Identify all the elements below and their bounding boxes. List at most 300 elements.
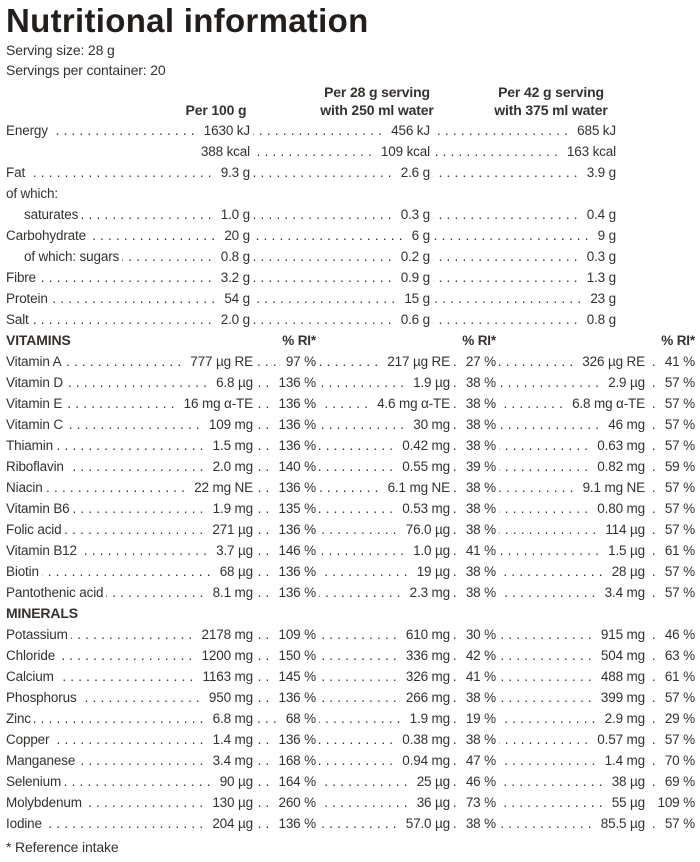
- nutrient-label: Copper: [6, 732, 50, 747]
- value-cell: 9.1 mg NE: [582, 480, 645, 495]
- dot-leader: [319, 729, 397, 750]
- nutrient-label: Potassium: [6, 627, 68, 642]
- value-cell: 3.4 mg: [212, 753, 253, 768]
- value-cell: 59 %: [664, 459, 695, 474]
- dot-leader: [499, 708, 600, 729]
- value-cell: 336 mg: [405, 648, 450, 663]
- table-cell: [430, 225, 616, 246]
- dot-leader: [66, 414, 204, 435]
- column-header-per-42g-serving: [438, 83, 664, 119]
- nutrient-label: of which:: [6, 186, 58, 201]
- value-cell: 135 %: [278, 501, 316, 516]
- dot-leader: [57, 666, 198, 687]
- table-cell: [6, 624, 253, 645]
- table-cell: [316, 729, 450, 750]
- value-cell: 136 %: [278, 564, 316, 579]
- value-cell: 41 %: [465, 543, 496, 558]
- value-cell: 326 µg RE: [582, 354, 645, 369]
- table-row: [6, 288, 700, 309]
- dot-leader: [319, 414, 408, 435]
- table-row: [6, 645, 700, 666]
- value-cell: 69 %: [664, 774, 695, 789]
- dot-leader: [453, 750, 461, 771]
- dot-leader: [256, 792, 273, 813]
- value-cell: 38 %: [465, 690, 496, 705]
- value-cell: 136 %: [278, 417, 316, 432]
- value-cell: 28 µg: [611, 564, 645, 579]
- table-cell: [430, 246, 616, 267]
- dot-leader: [46, 477, 190, 498]
- dot-leader: [66, 372, 211, 393]
- table-cell: [253, 477, 316, 498]
- dot-leader: [453, 771, 461, 792]
- table-cell: [645, 645, 695, 666]
- value-cell: 9 g: [597, 228, 616, 243]
- value-cell: 38 %: [465, 375, 496, 390]
- value-cell: 20 g: [224, 228, 250, 243]
- table-cell: [450, 456, 496, 477]
- value-cell: 23 g: [590, 291, 616, 306]
- dot-leader: [499, 498, 592, 519]
- nutrient-label: Vitamin D: [6, 375, 63, 390]
- table-cell: [316, 414, 450, 435]
- table-cell: [450, 540, 496, 561]
- table-row: [6, 792, 700, 813]
- value-cell: 57 %: [664, 732, 695, 747]
- table-cell: [496, 645, 645, 666]
- dot-leader: [499, 729, 592, 750]
- table-row: [6, 540, 700, 561]
- value-cell: 57.0 µg: [405, 816, 450, 831]
- column-header-line: with 375 ml water: [494, 102, 608, 118]
- table-cell: [496, 498, 645, 519]
- value-cell: 1.4 mg: [212, 732, 253, 747]
- table-row: [6, 729, 700, 750]
- table-cell: [253, 708, 316, 729]
- value-cell: 38 %: [465, 816, 496, 831]
- value-cell: 3.4 mg: [604, 585, 645, 600]
- dot-leader: [648, 435, 660, 456]
- value-cell: 2.0 g: [220, 312, 250, 327]
- nutrient-label: Selenium: [6, 774, 62, 789]
- value-cell: 0.38 mg: [402, 732, 450, 747]
- dot-leader: [499, 792, 607, 813]
- value-cell: 163 kcal: [566, 144, 616, 159]
- value-cell: 0.3 g: [586, 249, 616, 264]
- table-cell: [6, 582, 253, 603]
- dot-leader: [433, 288, 585, 309]
- value-cell: 1.9 mg: [409, 711, 450, 726]
- dot-leader: [51, 120, 199, 141]
- table-row: [6, 603, 700, 624]
- value-cell: 271 µg: [212, 522, 253, 537]
- value-cell: 22 mg NE: [194, 480, 253, 495]
- table-cell: [253, 372, 316, 393]
- section-title: MINERALS: [6, 605, 78, 621]
- table-cell: [6, 813, 253, 834]
- value-cell: 46 %: [465, 774, 496, 789]
- table-cell: [450, 435, 496, 456]
- table-cell: [316, 540, 450, 561]
- dot-leader: [319, 540, 408, 561]
- dot-leader: [648, 645, 660, 666]
- table-row: [6, 456, 700, 477]
- section-title: VITAMINS: [6, 332, 71, 348]
- table-cell: [450, 813, 496, 834]
- value-cell: 136 %: [278, 480, 316, 495]
- dot-leader: [499, 561, 607, 582]
- table-cell: [250, 141, 430, 162]
- table-row: [6, 561, 700, 582]
- table-cell: [496, 519, 645, 540]
- nutrient-label: Vitamin E: [6, 396, 63, 411]
- dot-leader: [67, 456, 208, 477]
- table-row: [6, 204, 700, 225]
- value-cell: 57 %: [664, 396, 695, 411]
- value-cell: 41 %: [664, 354, 695, 369]
- table-cell: [316, 498, 450, 519]
- nutrient-label: Carbohydrate: [6, 228, 86, 243]
- table-cell: [645, 708, 695, 729]
- value-cell: 136 %: [278, 816, 316, 831]
- dot-leader: [433, 309, 582, 330]
- table-cell: [6, 204, 250, 225]
- value-cell: 57 %: [664, 522, 695, 537]
- table-cell: [316, 456, 450, 477]
- value-cell: 2.6 g: [400, 165, 430, 180]
- table-cell: [250, 267, 430, 288]
- table-cell: [316, 792, 450, 813]
- dot-leader: [499, 582, 600, 603]
- table-cell: [645, 372, 695, 393]
- value-cell: 1.9 µg: [413, 375, 450, 390]
- dot-leader: [80, 540, 211, 561]
- dot-leader: [499, 393, 567, 414]
- nutrient-label: Vitamin B6: [6, 501, 70, 516]
- value-cell: 6.8 mg α-TE: [572, 396, 645, 411]
- table-cell: [496, 372, 645, 393]
- table-cell: [645, 477, 695, 498]
- value-cell: 0.3 g: [400, 207, 430, 222]
- dot-leader: [453, 372, 461, 393]
- table-cell: [450, 582, 496, 603]
- dot-leader: [648, 351, 660, 372]
- value-cell: 0.82 mg: [597, 459, 645, 474]
- dot-leader: [433, 246, 582, 267]
- value-cell: 2.3 mg: [409, 585, 450, 600]
- dot-leader: [45, 813, 207, 834]
- table-cell: [253, 456, 316, 477]
- dot-leader: [648, 519, 660, 540]
- nutrient-label: saturates: [24, 207, 79, 222]
- value-cell: 73 %: [465, 795, 496, 810]
- table-cell: [316, 687, 450, 708]
- value-cell: 6.8 mg: [212, 711, 253, 726]
- dot-leader: [253, 267, 396, 288]
- table-cell: [645, 561, 695, 582]
- dot-leader: [453, 393, 461, 414]
- table-cell: [6, 666, 253, 687]
- value-cell: 1.4 mg: [604, 753, 645, 768]
- table-cell: [6, 729, 253, 750]
- table-cell: [316, 372, 450, 393]
- value-cell: 97 %: [285, 354, 316, 369]
- table-cell: [6, 540, 253, 561]
- dot-leader: [89, 225, 219, 246]
- dot-leader: [453, 792, 461, 813]
- value-cell: 3.2 g: [220, 270, 250, 285]
- value-cell: 1.5 µg: [608, 543, 645, 558]
- value-cell: 3.9 g: [586, 165, 616, 180]
- table-cell: [253, 645, 316, 666]
- table-cell: [316, 666, 450, 687]
- table-cell: [496, 729, 645, 750]
- dot-leader: [648, 372, 660, 393]
- dot-leader: [256, 645, 273, 666]
- value-cell: 39 %: [465, 459, 496, 474]
- dot-leader: [453, 687, 461, 708]
- table-row: [6, 666, 700, 687]
- table-cell: [253, 771, 316, 792]
- value-cell: 6.1 mg NE: [387, 480, 450, 495]
- dot-leader: [648, 414, 660, 435]
- ri-column-header: % RI*: [661, 333, 695, 348]
- dot-leader: [73, 498, 208, 519]
- value-cell: 0.8 g: [586, 312, 616, 327]
- table-cell: [450, 351, 496, 372]
- table-cell: [450, 729, 496, 750]
- value-cell: 76.0 µg: [405, 522, 450, 537]
- dot-leader: [433, 204, 582, 225]
- table-cell: [250, 162, 430, 183]
- dot-leader: [106, 582, 207, 603]
- value-cell: 136 %: [278, 438, 316, 453]
- dot-leader: [256, 666, 273, 687]
- table-row: [6, 519, 700, 540]
- table-cell: [6, 225, 250, 246]
- reference-intake-footnote: * Reference intake: [6, 839, 119, 855]
- dot-leader: [256, 540, 273, 561]
- value-cell: 0.80 mg: [597, 501, 645, 516]
- table-cell: [430, 120, 616, 141]
- dot-leader: [39, 267, 216, 288]
- table-cell: [6, 141, 250, 162]
- table-row: [6, 813, 700, 834]
- value-cell: 38 %: [465, 522, 496, 537]
- dot-leader: [256, 813, 273, 834]
- value-cell: 266 mg: [405, 690, 450, 705]
- table-cell: [253, 540, 316, 561]
- value-cell: 685 kJ: [577, 123, 616, 138]
- value-cell: 46 mg: [608, 417, 645, 432]
- table-cell: [645, 414, 695, 435]
- value-cell: 145 %: [278, 669, 316, 684]
- column-header-line: with 250 ml water: [320, 102, 434, 118]
- value-cell: 114 µg: [605, 522, 645, 537]
- dot-leader: [648, 624, 660, 645]
- dot-leader: [58, 645, 196, 666]
- value-cell: 136 %: [278, 396, 316, 411]
- table-cell: [450, 477, 496, 498]
- table-cell: [450, 498, 496, 519]
- dot-leader: [122, 246, 216, 267]
- dot-leader: [319, 372, 408, 393]
- table-cell: [6, 561, 253, 582]
- dot-leader: [433, 267, 582, 288]
- table-cell: [253, 624, 316, 645]
- dot-leader: [256, 750, 273, 771]
- dot-leader: [253, 162, 396, 183]
- dot-leader: [319, 561, 412, 582]
- nutrition-table: [6, 120, 700, 834]
- table-row: [6, 330, 700, 351]
- table-row: [6, 309, 700, 330]
- table-row: [6, 771, 700, 792]
- value-cell: 326 mg: [405, 669, 450, 684]
- nutrient-label: Riboflavin: [6, 459, 64, 474]
- nutrient-label: Chloride: [6, 648, 56, 663]
- table-cell: [6, 267, 250, 288]
- value-cell: 6.8 µg: [216, 375, 253, 390]
- table-cell: [645, 519, 695, 540]
- table-cell: [253, 792, 316, 813]
- table-cell: [645, 456, 695, 477]
- table-row: [6, 120, 700, 141]
- value-cell: 1.0 µg: [413, 543, 450, 558]
- value-cell: 109 kcal: [380, 144, 430, 159]
- dot-leader: [319, 771, 412, 792]
- dot-leader: [256, 729, 273, 750]
- dot-leader: [319, 456, 397, 477]
- dot-leader: [319, 645, 401, 666]
- table-cell: [496, 477, 645, 498]
- table-cell: [496, 708, 645, 729]
- dot-leader: [34, 708, 208, 729]
- table-row: [6, 687, 700, 708]
- dot-leader: [256, 414, 273, 435]
- value-cell: 57 %: [664, 438, 695, 453]
- dot-leader: [253, 309, 396, 330]
- table-row: [6, 477, 700, 498]
- value-cell: 61 %: [664, 669, 695, 684]
- nutrient-label: of which: sugars: [24, 249, 120, 264]
- value-cell: 70 %: [664, 753, 695, 768]
- dot-leader: [319, 750, 397, 771]
- dot-leader: [648, 561, 660, 582]
- dot-leader: [65, 393, 178, 414]
- table-cell: [316, 813, 450, 834]
- dot-leader: [648, 540, 660, 561]
- dot-leader: [256, 771, 273, 792]
- nutrient-label: Molybdenum: [6, 795, 82, 810]
- table-cell: [430, 162, 616, 183]
- nutrient-label: Pantothenic acid: [6, 585, 104, 600]
- value-cell: 6 g: [411, 228, 430, 243]
- table-row: [6, 624, 700, 645]
- value-cell: 0.63 mg: [597, 438, 645, 453]
- table-cell: [316, 750, 450, 771]
- dot-leader: [499, 414, 603, 435]
- value-cell: 0.42 mg: [402, 438, 450, 453]
- dot-leader: [256, 561, 273, 582]
- table-cell: [496, 414, 645, 435]
- table-cell: [253, 666, 316, 687]
- table-cell: [316, 708, 450, 729]
- nutrient-label: Vitamin B12: [6, 543, 77, 558]
- dot-leader: [256, 708, 281, 729]
- nutrient-label: Manganese: [6, 753, 76, 768]
- dot-leader: [256, 687, 273, 708]
- table-row: [6, 435, 700, 456]
- value-cell: 1.5 mg: [212, 438, 253, 453]
- value-cell: 915 mg: [600, 627, 645, 642]
- nutrient-label: Niacin: [6, 480, 43, 495]
- table-cell: [316, 519, 450, 540]
- value-cell: 2.0 mg: [212, 459, 253, 474]
- value-cell: 38 %: [465, 396, 496, 411]
- dot-leader: [499, 666, 596, 687]
- dot-leader: [453, 351, 461, 372]
- table-cell: [645, 498, 695, 519]
- table-cell: [6, 687, 253, 708]
- table-cell: [6, 792, 253, 813]
- table-cell: [496, 582, 645, 603]
- table-cell: [6, 645, 253, 666]
- table-cell: [253, 561, 316, 582]
- value-cell: 109 %: [657, 795, 695, 810]
- dot-leader: [453, 414, 461, 435]
- table-cell: [250, 120, 430, 141]
- dot-leader: [28, 162, 216, 183]
- dot-leader: [42, 561, 215, 582]
- dot-leader: [453, 708, 461, 729]
- value-cell: 19 µg: [416, 564, 450, 579]
- table-cell: [6, 519, 253, 540]
- dot-leader: [253, 288, 399, 309]
- value-cell: 456 kJ: [391, 123, 430, 138]
- table-cell: [450, 792, 496, 813]
- table-cell: [645, 435, 695, 456]
- table-cell: [645, 582, 695, 603]
- value-cell: 57 %: [664, 585, 695, 600]
- table-cell: [253, 687, 316, 708]
- dot-leader: [433, 162, 582, 183]
- value-cell: 109 mg: [208, 417, 253, 432]
- value-cell: 2178 mg: [201, 627, 253, 642]
- table-row: [6, 414, 700, 435]
- value-cell: 164 %: [278, 774, 316, 789]
- table-row: [6, 183, 700, 204]
- value-cell: 68 %: [285, 711, 316, 726]
- table-cell: [450, 393, 496, 414]
- table-cell: [253, 435, 316, 456]
- dot-leader: [78, 750, 207, 771]
- value-cell: 38 %: [465, 417, 496, 432]
- value-cell: 1.0 g: [220, 207, 250, 222]
- dot-leader: [499, 477, 578, 498]
- value-cell: 504 mg: [600, 648, 645, 663]
- dot-leader: [648, 708, 660, 729]
- value-cell: 57 %: [664, 816, 695, 831]
- table-cell: [450, 645, 496, 666]
- value-cell: 136 %: [278, 375, 316, 390]
- table-cell: [450, 708, 496, 729]
- dot-leader: [319, 624, 401, 645]
- dot-leader: [319, 435, 397, 456]
- serving-size: Serving size: 28 g: [6, 42, 115, 58]
- table-cell: [450, 687, 496, 708]
- table-cell: [6, 288, 250, 309]
